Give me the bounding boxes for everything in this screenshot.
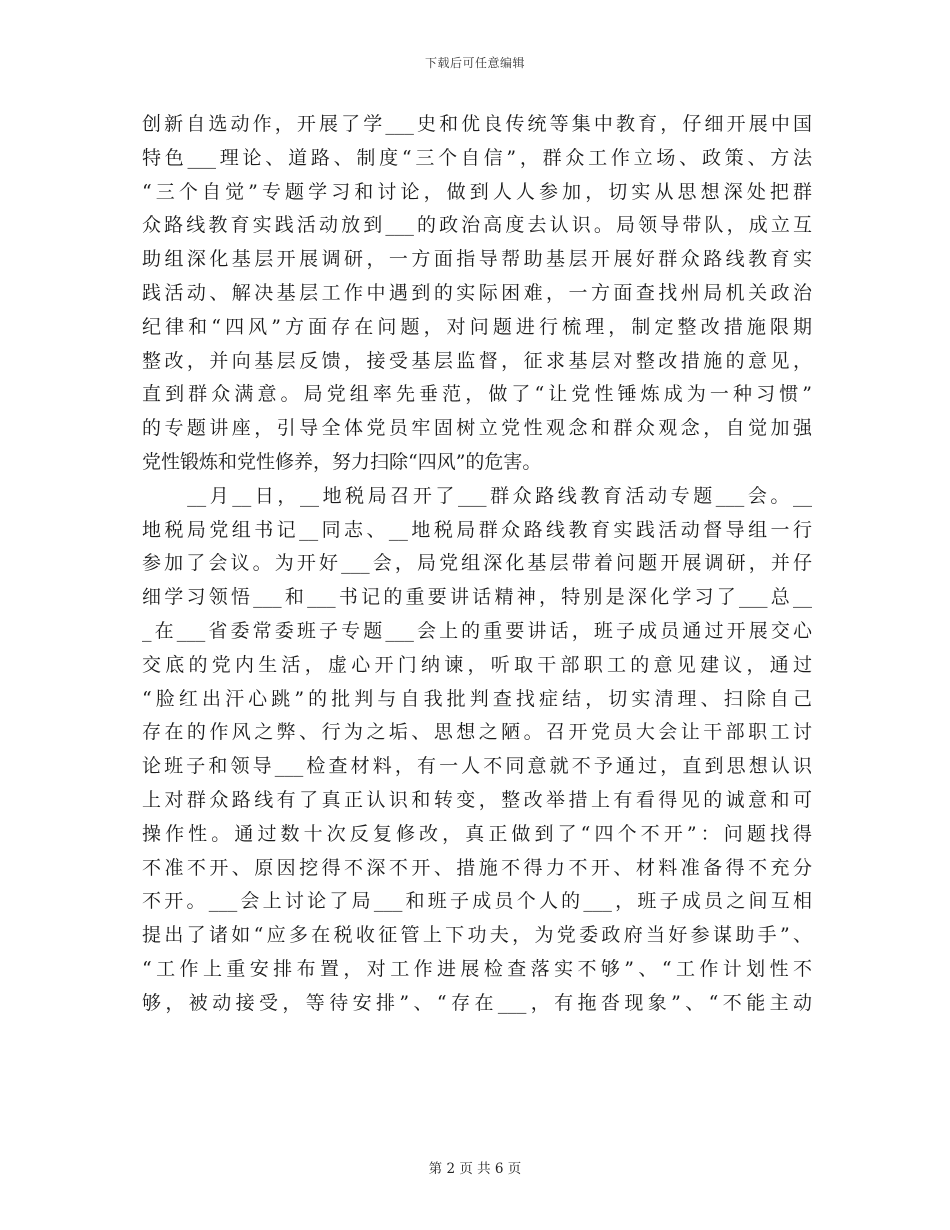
text-line: “三个自觉”专题学习和讨论，做到人人参加，切实从思想深处把群 — [142, 180, 812, 203]
text-line: 细学习领悟___和___书记的重要讲话精神，特别是深化学习了___总__ — [142, 586, 812, 609]
text-line: 整改，并向基层反馈，接受基层监督，征求基层对整改措施的意见， — [142, 349, 812, 372]
text-line: 地税局党组书记__同志、__地税局群众路线教育实践活动督导组一行 — [142, 518, 812, 541]
text-line: 的专题讲座，引导全体党员牢固树立党性观念和群众观念，自觉加强 — [142, 417, 812, 440]
document-body — [142, 108, 812, 1021]
text-line: 交底的党内生活，虚心开门纳谏，听取干部职工的意见建议，通过 — [142, 653, 812, 676]
text-line: 论班子和领导___检查材料，有一人不同意就不予通过，直到思想认识 — [142, 755, 812, 778]
text-line: 纪律和“四风”方面存在问题，对问题进行梳理，制定整改措施限期 — [142, 315, 812, 338]
text-line: 参加了会议。为开好___会，局党组深化基层带着问题开展调研，并仔 — [142, 552, 812, 575]
text-line: 创新自选动作，开展了学___史和优良传统等集中教育，仔细开展中国 — [142, 113, 812, 135]
text-line: 助组深化基层开展调研，一方面指导帮助基层开展好群众路线教育实 — [142, 248, 812, 271]
text-line: “工作上重安排布置，对工作进展检查落实不够”、“工作计划性不 — [142, 957, 812, 980]
text-line: 直到群众满意。局党组率先垂范，做了“让党性锤炼成为一种习惯” — [142, 383, 812, 406]
text-line: _在___省委常委班子专题___会上的重要讲话，班子成员通过开展交心 — [142, 619, 812, 642]
text-line: 不开。___会上讨论了局___和班子成员个人的___，班子成员之间互相 — [142, 890, 812, 913]
page-number-footer: 第 2 页 共 6 页 — [428, 1161, 522, 1177]
text-line: 践活动、解决基层工作中遇到的实际困难，一方面查找州局机关政治 — [142, 281, 812, 304]
text-line: 存在的作风之弊、行为之垢、思想之陋。召开党员大会让干部职工讨 — [142, 721, 812, 744]
text-line: 众路线教育实践活动放到___的政治高度去认识。局领导带队，成立互 — [142, 214, 812, 237]
text-line: 上对群众路线有了真正认识和转变，整改举措上有看得见的诚意和可 — [142, 788, 812, 811]
text-line: 不准不开、原因挖得不深不开、措施不得力不开、材料准备得不充分 — [142, 856, 812, 879]
text-line: 提出了诸如“应多在税收征管上下功夫，为党委政府当好参谋助手”、 — [142, 924, 812, 947]
text-line: 操作性。通过数十次反复修改，真正做到了“四个不开”：问题找得 — [142, 822, 812, 845]
page-header: 下载后可任意编辑 — [424, 56, 525, 70]
text-line: “脸红出汗心跳”的批判与自我批判查找症结，切实清理、扫除自己 — [142, 687, 812, 710]
text-line: 特色___理论、道路、制度“三个自信”，群众工作立场、政策、方法 — [142, 146, 812, 169]
text-line: __月__日，__地税局召开了___群众路线教育活动专题___会。__ — [142, 484, 812, 507]
text-line: 够，被动接受，等待安排”、“存在___，有拖沓现象”、“不能主动 — [142, 991, 812, 1014]
text-line-paragraph-end: 党性锻炼和党性修养，努力扫除“四风”的危害。 — [142, 450, 542, 473]
